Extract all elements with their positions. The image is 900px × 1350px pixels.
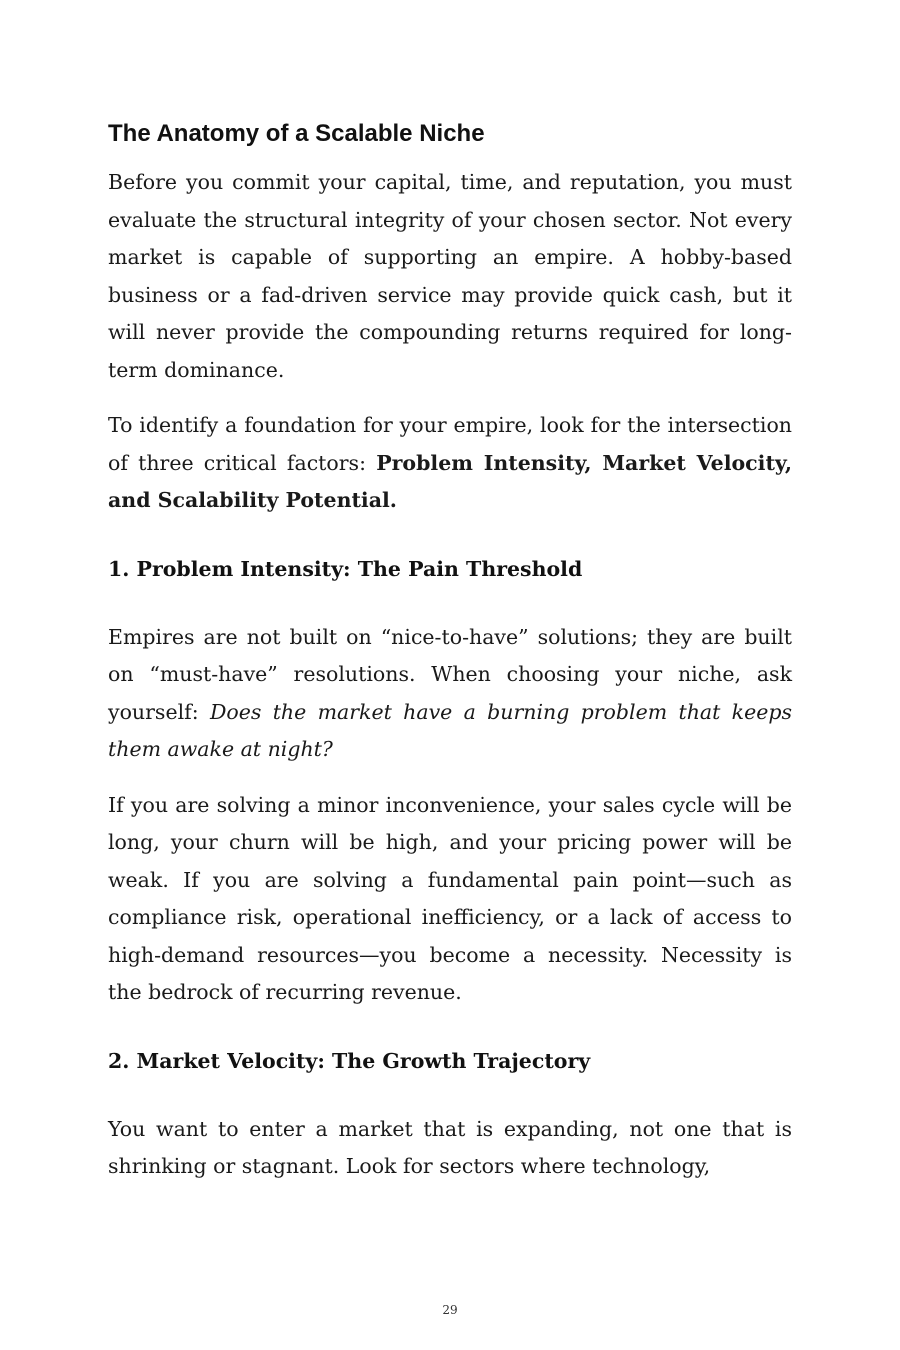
paragraph-inconvenience-text: If you are solving a minor inconvenience, your sales cycle will be long, your churn will be high, and your pricing power will be weak. If you are solving a fundamental pain point—such as compliance risk, operational inefficiency, or a lack of access to high-demand resources—you become a necessity. Necessity is the bedrock of recurring revenue.: [108, 792, 792, 1004]
paragraph-intro-text: Before you commit your capital, time, and reputation, you must evaluate the structural integrity of your chosen sector. Not every market is capable of supporting an empire. A hobby-based business or a fad-driven service may provide quick cash, but it will never provide the compounding returns required for long-term dominance.: [108, 170, 792, 382]
paragraph-must-have: [108, 619, 792, 769]
paragraph-expanding-market-text: You want to enter a market that is expanding, not one that is shrinking or stagnant. Look for sectors where technology,: [108, 1116, 792, 1178]
paragraph-factors: [108, 407, 792, 520]
paragraph-must-have-text: Empires are not built on “nice-to-have” solutions; they are built on “must-have” resolutions. When choosing your niche, ask yourself:: [108, 624, 792, 724]
paragraph-factors-bold: Problem Intensity, Market Velocity, and Scalability Potential.: [108, 450, 792, 512]
paragraph-expanding-market: [108, 1111, 792, 1186]
subhead-market-velocity: 2. Market Velocity: The Growth Trajectory: [108, 1048, 591, 1073]
section-title: The Anatomy of a Scalable Niche: [108, 120, 485, 147]
paragraph-inconvenience: [108, 787, 792, 1012]
subhead-problem-intensity: 1. Problem Intensity: The Pain Threshold: [108, 556, 583, 581]
paragraph-intro: [108, 164, 792, 389]
page-content: [108, 118, 792, 1204]
page-number: 29: [442, 1303, 458, 1317]
paragraph-factors-text: To identify a foundation for your empire, look for the intersection of three critical factors:: [108, 413, 792, 475]
paragraph-must-have-italic: Does the market have a burning problem that keeps them awake at night?: [108, 699, 793, 761]
